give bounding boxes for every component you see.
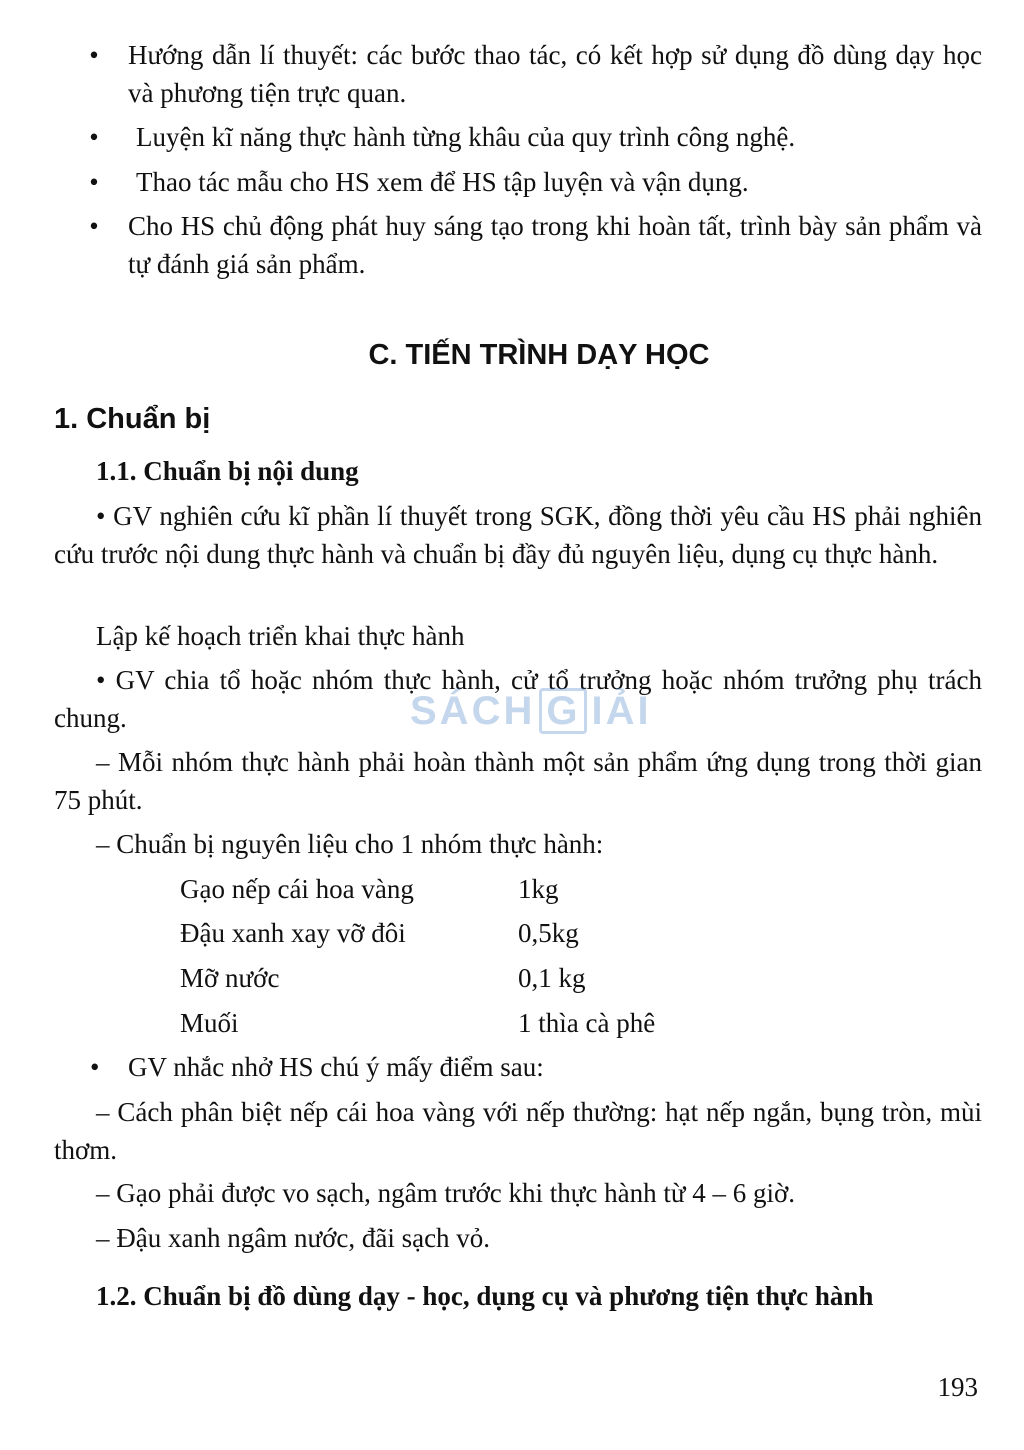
bullet-icon: • [89, 167, 99, 197]
paragraph-rice-wash: – Gạo phải được vo sạch, ngâm trước khi thực hành từ 4 – 6 giờ. [96, 1178, 795, 1208]
heading-1: 1. Chuẩn bị [54, 403, 211, 435]
intro-bullet-text: Cho HS chủ động phát huy sáng tạo trong khi hoàn tất, trình bày sản phẩm và tự đánh giá sản phẩm. [128, 211, 982, 279]
material-name: Gạo nếp cái hoa vàng [180, 874, 414, 904]
page-number: 193 [937, 1372, 978, 1402]
material-quantity: 0,1 kg [518, 963, 586, 993]
bullet-icon: • [89, 211, 99, 241]
paragraph-materials-intro: – Chuẩn bị nguyên liệu cho 1 nhóm thực hành: [96, 829, 604, 859]
material-quantity: 1 thìa cà phê [518, 1008, 656, 1038]
watermark-text-right: IẢI [591, 689, 652, 733]
watermark-text-left: SÁCH [410, 689, 536, 733]
paragraph-gv-research: • GV nghiên cứu kĩ phần lí thuyết trong SGK, đồng thời yêu cầu HS phải nghiên cứu trước nội dung thực hành và chuẩn bị đầy đủ nguyên liệu, dụng cụ thực hành. [54, 501, 982, 569]
reminder-text: GV nhắc nhở HS chú ý mấy điểm sau: [128, 1052, 544, 1082]
section-title: C. TIẾN TRÌNH DẠY HỌC [368, 339, 710, 371]
heading-1-1: 1.1. Chuẩn bị nội dung [96, 456, 359, 486]
intro-bullet-text: Thao tác mẫu cho HS xem để HS tập luyện và vận dụng. [136, 167, 749, 197]
material-quantity: 1kg [518, 874, 559, 904]
intro-bullet-text: Luyện kĩ năng thực hành từng khâu của quy trình công nghệ. [136, 122, 796, 152]
paragraph-rice-distinction: – Cách phân biệt nếp cái hoa vàng với nếp thường: hạt nếp ngắn, bụng tròn, mùi thơm. [54, 1097, 982, 1165]
material-name: Mỡ nước [180, 963, 280, 993]
material-quantity: 0,5kg [518, 918, 579, 948]
material-name: Muối [180, 1008, 239, 1038]
material-name: Đậu xanh xay vỡ đôi [180, 918, 406, 948]
paragraph-group-task: – Mỗi nhóm thực hành phải hoàn thành một sản phẩm ứng dụng trong thời gian 75 phút. [54, 747, 982, 815]
watermark-logo [410, 688, 652, 734]
bullet-icon: • [90, 1052, 100, 1082]
paragraph-groups: • GV chia tổ hoặc nhóm thực hành, cử tổ trưởng hoặc nhóm trưởng phụ trách chung. [54, 665, 982, 733]
bullet-icon: • [89, 40, 99, 70]
bullet-icon: • [89, 122, 99, 152]
heading-1-2: 1.2. Chuẩn bị đồ dùng dạy - học, dụng cụ và phương tiện thực hành [96, 1281, 874, 1311]
paragraph-beans: – Đậu xanh ngâm nước, đãi sạch vỏ. [96, 1223, 491, 1253]
paragraph-plan: Lập kế hoạch triển khai thực hành [96, 621, 465, 651]
watermark-g-box: G [539, 688, 587, 734]
intro-bullet-text: Hướng dẫn lí thuyết: các bước thao tác, có kết hợp sử dụng đồ dùng dạy học và phương tiện trực quan. [128, 40, 982, 108]
